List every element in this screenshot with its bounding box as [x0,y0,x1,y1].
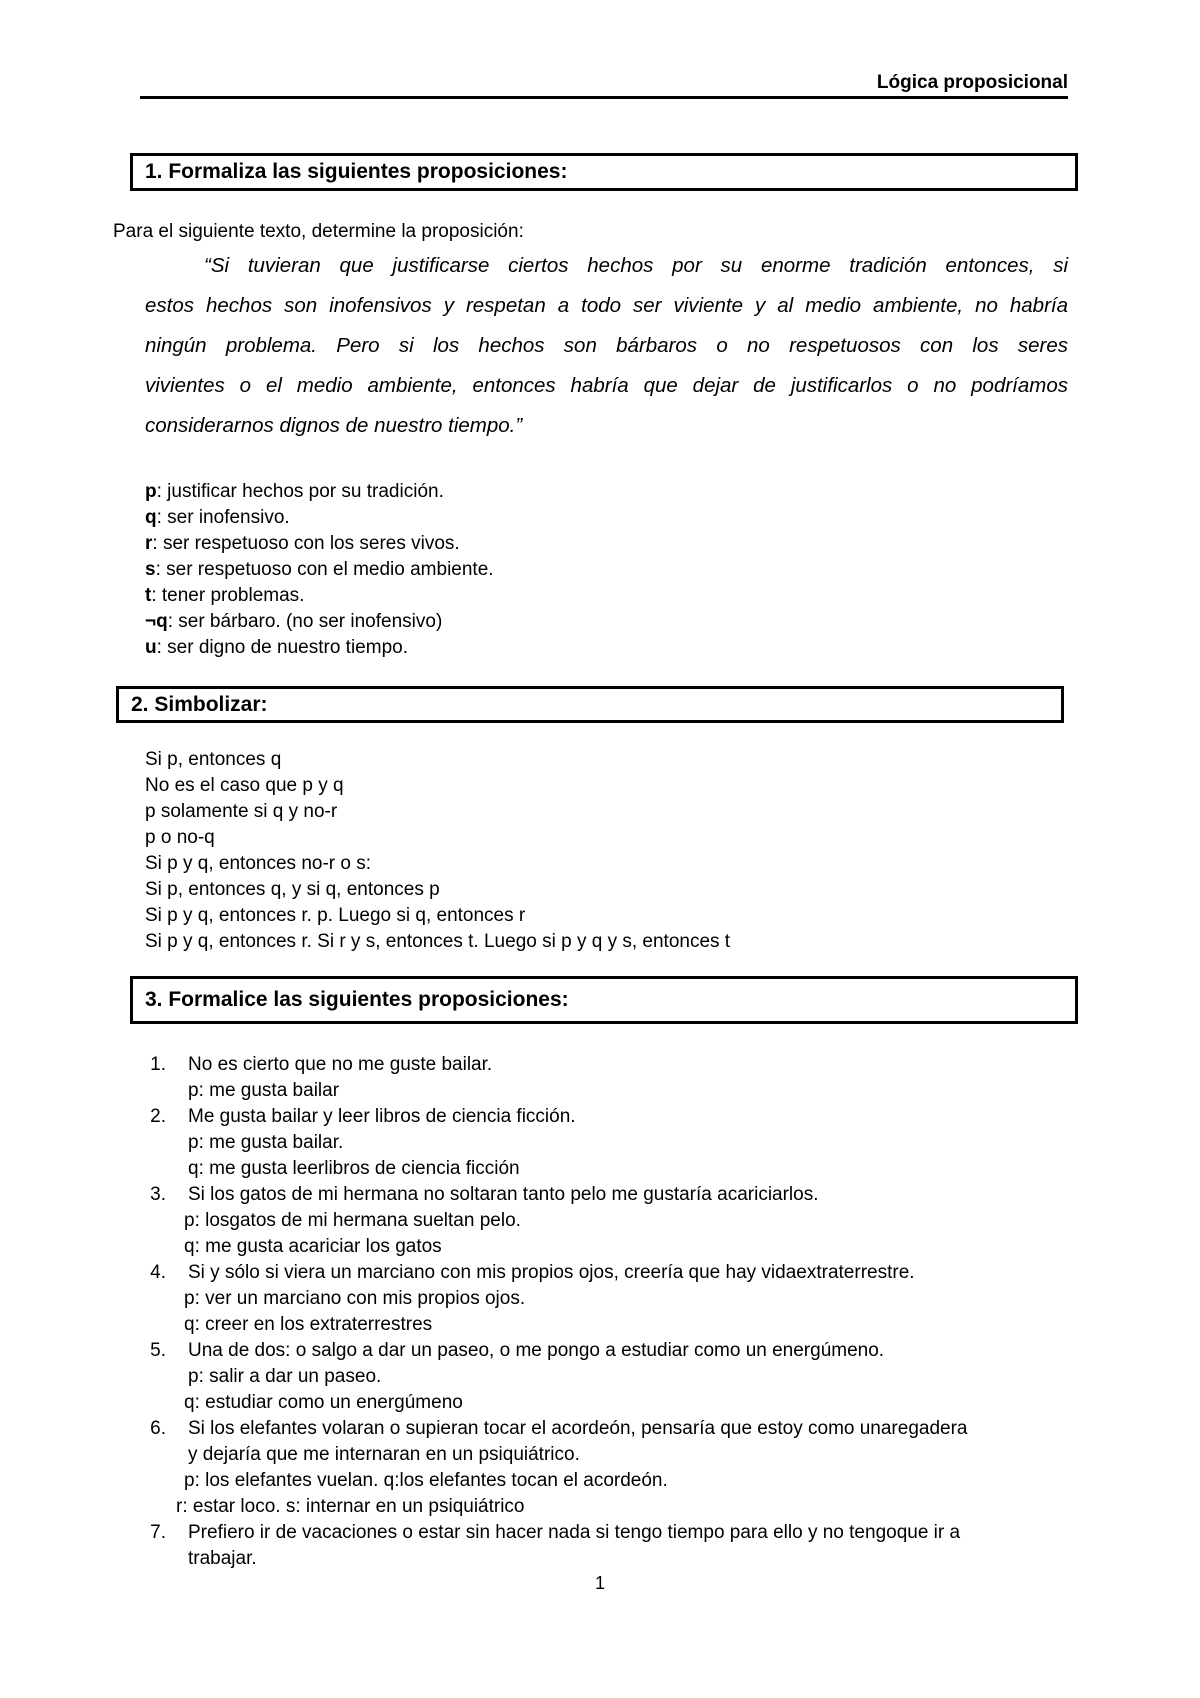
definition-var: r [145,533,153,554]
quote-line-3: ningún problema. Pero si los hechos son bárbaros o no respetuosos con los seres [145,334,1068,357]
definition-text: : ser respetuoso con los seres vivos. [152,533,460,554]
definition-var: q [145,507,157,528]
page-number: 1 [594,1573,605,1593]
symbolize-item: p o no-q [145,827,215,848]
exercise-variable: p: me gusta bailar. [188,1132,344,1153]
symbolize-item: p solamente si q y no-r [145,801,338,822]
exercise-variable: p: los elefantes vuelan. q:los elefantes tocan el acordeón. [184,1470,668,1491]
exercise-variable: q: estudiar como un energúmeno [184,1392,463,1413]
exercise-statement: Si y sólo si viera un marciano con mis propios ojos, creería que hay vidaextraterrestre. [188,1262,915,1283]
symbolize-item: Si p, entonces q [145,749,282,770]
item-number: 6. [150,1418,166,1439]
definition-text: : ser bárbaro. (no ser inofensivo) [167,611,443,632]
item-number: 7. [150,1522,166,1543]
exercise-variable: q: creer en los extraterrestres [184,1314,433,1335]
section-3-heading: 3. Formalice las siguientes proposiciones: [130,976,1078,1024]
definition-text: : ser digno de nuestro tiempo. [156,637,408,658]
quote-line-5: considerarnos dignos de nuestro tiempo.” [145,414,523,437]
definition-item [145,482,444,501]
symbolize-item: Si p y q, entonces r. Si r y s, entonces t. Luego si p y q y s, entonces t [145,931,731,952]
quote-line-1: “Si tuvieran que justificarse ciertos hechos por su enorme tradición entonces, si [204,254,1068,277]
definition-text: : tener problemas. [151,585,305,606]
item-number: 3. [150,1184,166,1205]
exercise-variable: q: me gusta leerlibros de ciencia ficción [188,1158,520,1179]
exercise-variable: p: me gusta bailar [188,1080,340,1101]
symbolize-item: Si p, entonces q, y si q, entonces p [145,879,440,900]
symbolize-item: No es el caso que p y q [145,775,344,796]
exercise-variable: r: estar loco. s: internar en un psiquiátrico [176,1496,525,1517]
exercise-statement-continuation: y dejaría que me internaran en un psiquiátrico. [188,1444,580,1465]
item-number: 2. [150,1106,166,1127]
exercise-variable: p: losgatos de mi hermana sueltan pelo. [184,1210,521,1231]
definition-text: : justificar hechos por su tradición. [156,481,444,502]
definition-var: u [145,637,157,658]
symbolize-item: Si p y q, entonces no-r o s: [145,853,372,874]
quote-line-4: vivientes o el medio ambiente, entonces habría que dejar de justificarlos o no podríamos [145,374,1068,397]
definition-item [145,612,442,631]
item-number: 4. [150,1262,166,1283]
exercise-statement: Me gusta bailar y leer libros de ciencia ficción. [188,1106,576,1127]
definition-var: t [145,585,152,606]
definition-var: p [145,481,157,502]
exercise-statement-continuation: trabajar. [188,1548,257,1569]
exercise-variable: q: me gusta acariciar los gatos [184,1236,442,1257]
section-2-heading: 2. Simbolizar: [116,686,1064,723]
section-1-intro: Para el siguiente texto, determine la proposición: [113,221,524,242]
symbolize-item: Si p y q, entonces r. p. Luego si q, entonces r [145,905,526,926]
definition-var: ¬q [145,611,168,632]
exercise-variable: p: ver un marciano con mis propios ojos. [184,1288,526,1309]
header-rule [140,96,1068,99]
item-number: 5. [150,1340,166,1361]
exercise-statement: Prefiero ir de vacaciones o estar sin hacer nada si tengo tiempo para ello y no tengoque ir a [188,1522,961,1543]
definition-item [145,508,290,527]
exercise-statement: Una de dos: o salgo a dar un paseo, o me pongo a estudiar como un energúmeno. [188,1340,885,1361]
quote-line-2: estos hechos son inofensivos y respetan a todo ser viviente y al medio ambiente, no habría [145,294,1068,317]
definition-item [145,534,460,553]
running-header: Lógica proposicional [876,72,1068,93]
exercise-variable: p: salir a dar un paseo. [188,1366,382,1387]
definition-var: s [145,559,156,580]
exercise-statement: Si los elefantes volaran o supieran tocar el acordeón, pensaría que estoy como unaregadera [188,1418,968,1439]
definition-item [145,560,494,579]
definition-item [145,638,408,657]
section-1-heading: 1. Formaliza las siguientes proposiciones: [130,153,1078,191]
item-number: 1. [150,1054,166,1075]
definition-text: : ser inofensivo. [156,507,290,528]
definition-text: : ser respetuoso con el medio ambiente. [155,559,494,580]
definition-item [145,586,304,605]
exercise-statement: No es cierto que no me guste bailar. [188,1054,493,1075]
exercise-statement: Si los gatos de mi hermana no soltaran tanto pelo me gustaría acariciarlos. [188,1184,819,1205]
